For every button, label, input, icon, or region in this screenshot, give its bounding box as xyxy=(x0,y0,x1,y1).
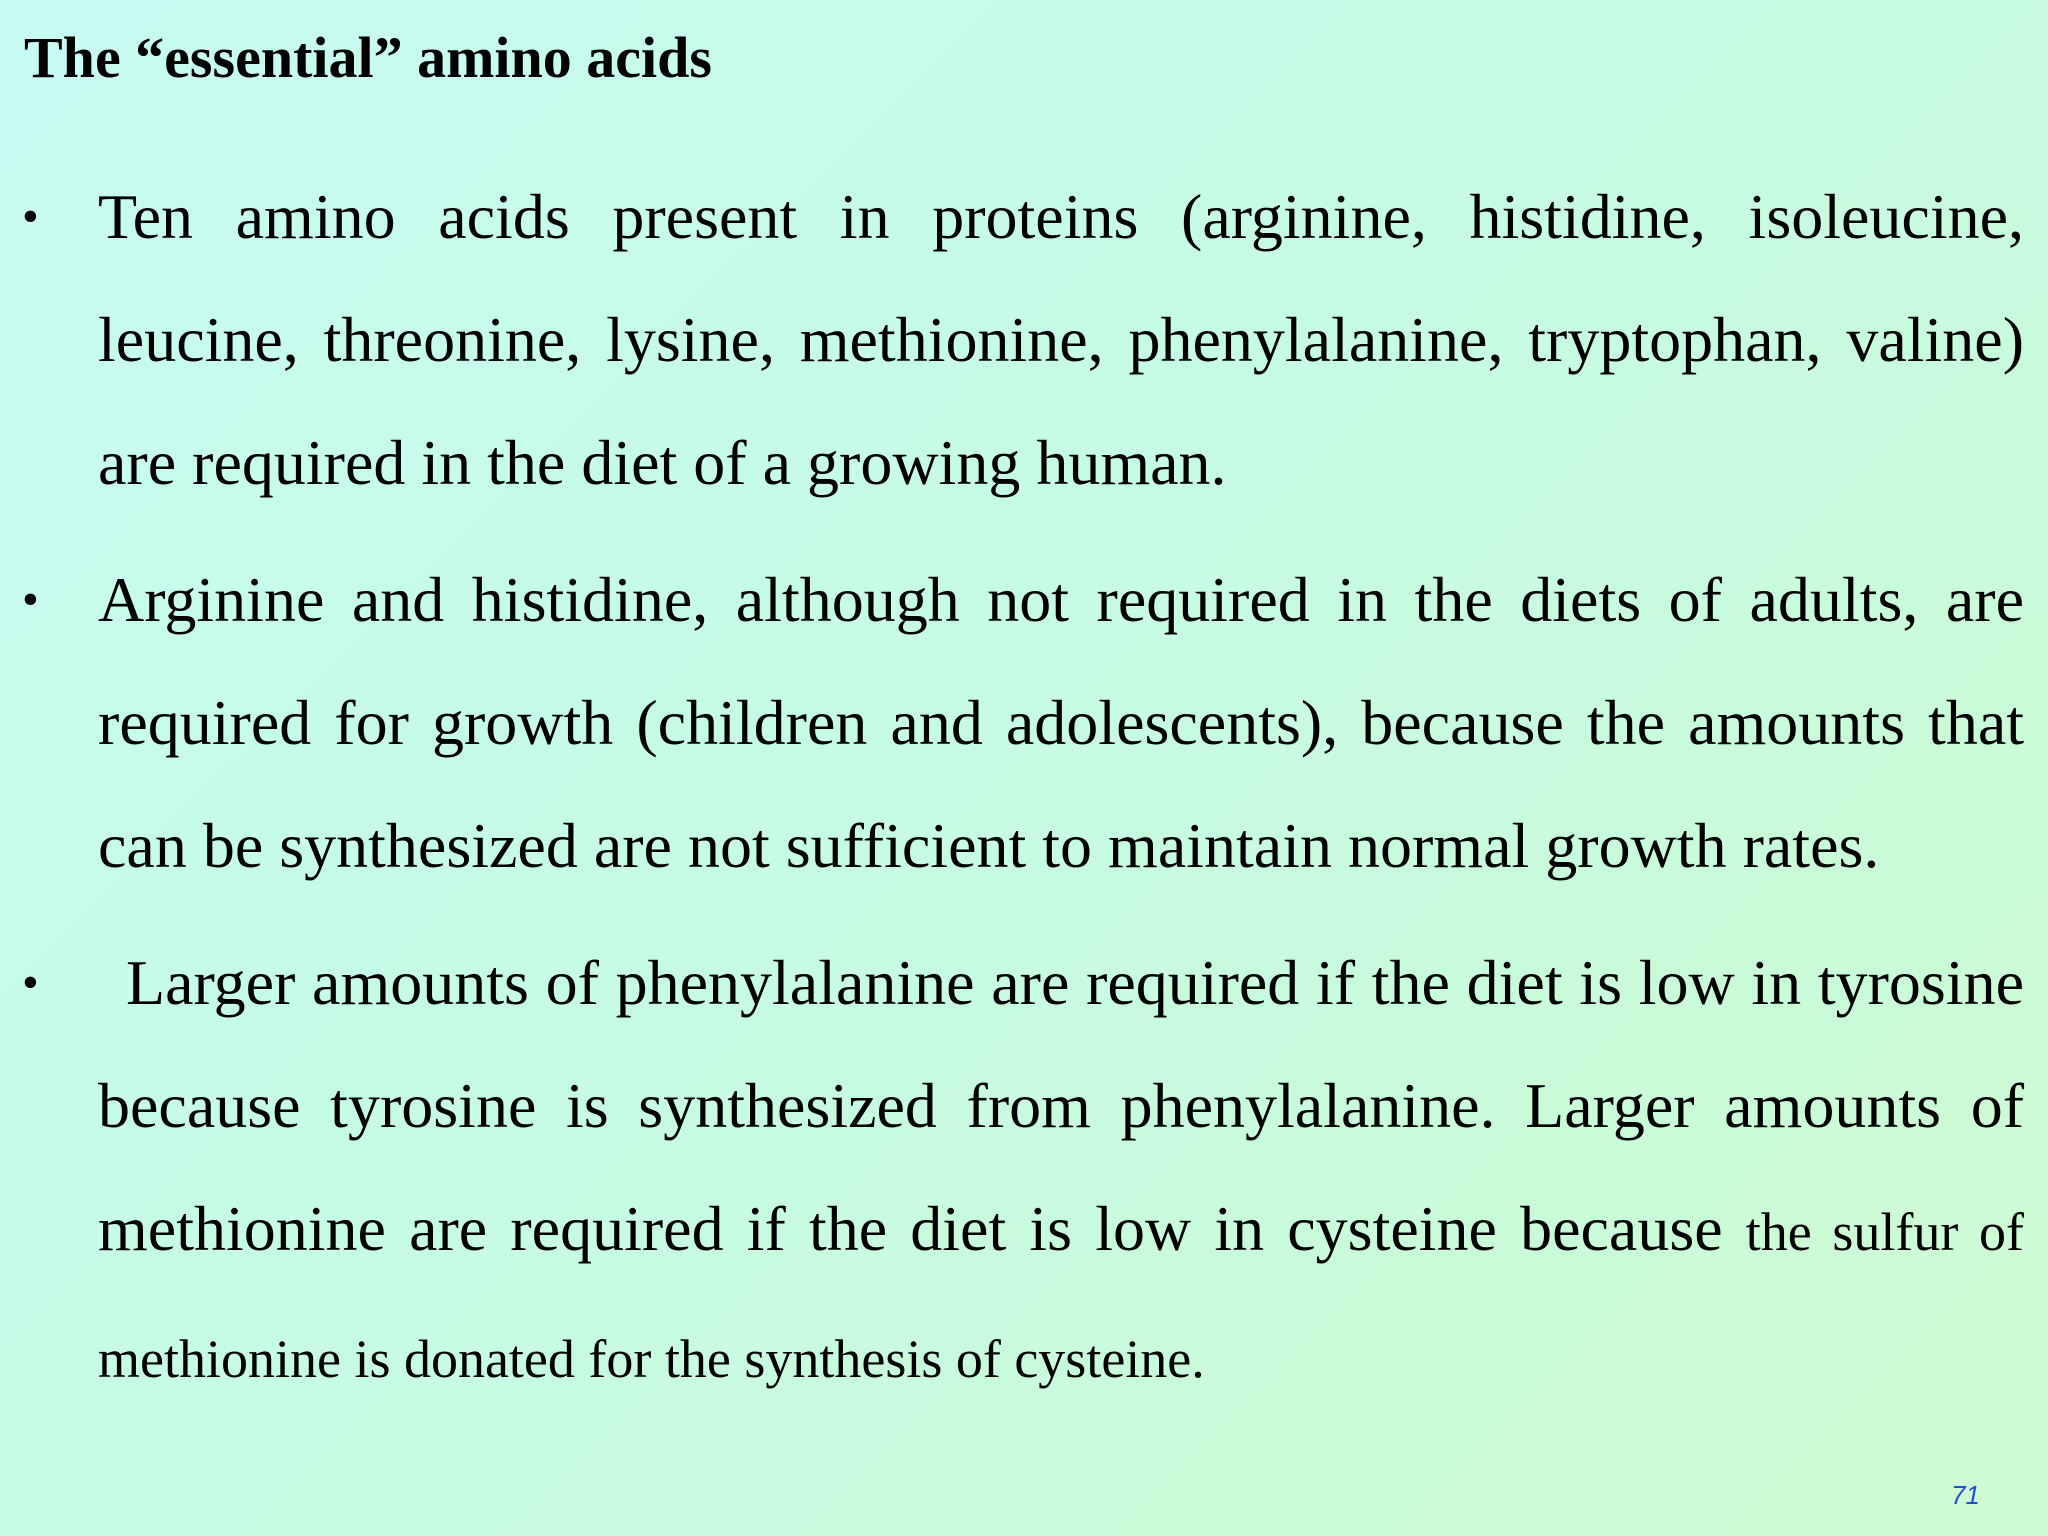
bullet-text: Arginine and histidine, although not required in the diets of adults, are required for growth (children and adolescents), because the amounts that can be synthesized are not sufficient to maintain normal growth rates. xyxy=(98,564,2024,881)
bullet-text: Ten amino acids present in proteins (arginine, histidine, isoleucine, leucine, threonine, lysine, methionine, phenylalanine, tryptophan, valine) are required in the diet of a growing human. xyxy=(98,181,2024,498)
bullet-icon: • xyxy=(22,573,39,626)
slide-title: The “essential” amino acids xyxy=(24,25,712,90)
bullet-item-arginine-histidine xyxy=(0,538,2048,907)
bullet-item-essential-amino-acids xyxy=(0,155,2048,524)
bullet-icon: • xyxy=(22,190,39,243)
bullet-item-phenylalanine-methionine xyxy=(0,921,2048,1421)
bullet-text-small: the sulfur of methionine is donated for the synthesis of cysteine. xyxy=(98,1202,2025,1389)
bullet-list xyxy=(0,155,2048,1435)
bullet-text-main: Larger amounts of phenylalanine are required if the diet is low in tyrosine because tyrosine is synthesized from phenylalanine. Larger amounts of methionine are required if the diet is low in cysteine because xyxy=(98,947,2024,1264)
page-number: 71 xyxy=(1951,1480,1980,1510)
bullet-icon: • xyxy=(22,956,39,1009)
